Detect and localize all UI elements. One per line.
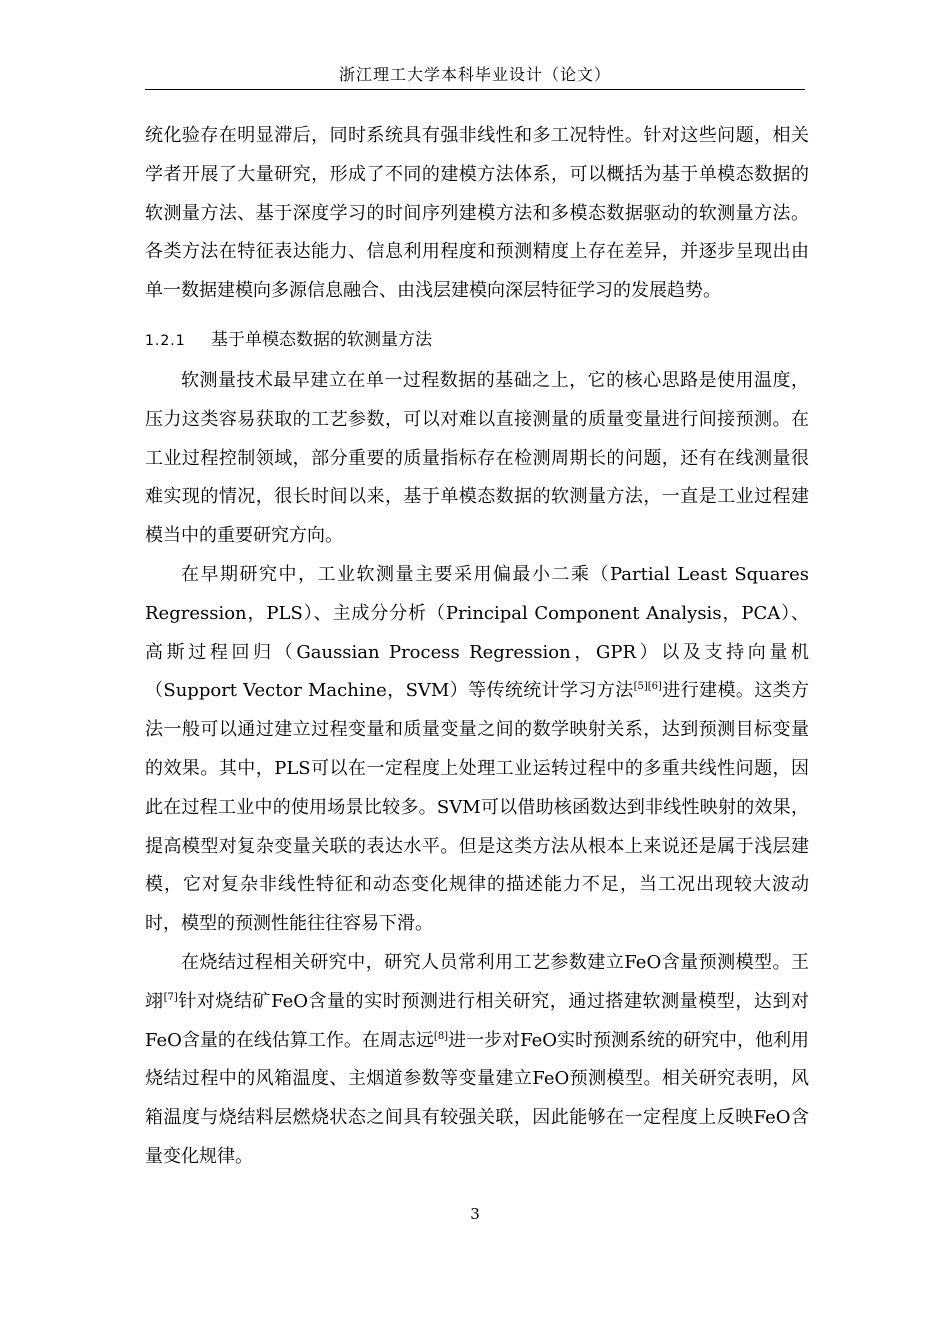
header-rule <box>145 89 805 90</box>
paragraph-text: 在烧结过程相关研究中，研究人员常利用工艺参数建立FeO含量预测模型。王翊 <box>145 951 809 1012</box>
paragraph-text: 进一步对FeO实时预测系统的研究中，他利用烧结过程中的风箱温度、主烟道参数等变量建立FeO预测模型。相关研究表明，风箱温度与烧结料层燃烧状态之间具有较强关联，因此能够在一定程度上反映FeO含量变化规律。 <box>145 1029 810 1167</box>
citation-reference[interactable]: [7] <box>163 991 178 1003</box>
paragraph-text: 针对烧结矿FeO含量的实时预测进行相关研究，通过搭建软测量模型，达到对FeO含量的在线估算工作。在周志远 <box>145 990 809 1051</box>
section-heading <box>145 323 809 357</box>
paragraph-text: 进行建模。这类方法一般可以通过建立过程变量和质量变量之间的数学映射关系，达到预测目标变量的效果。其中，PLS可以在一定程度上处理工业运转过程中的多重共线性问题，因此在过程工业中的使用场景比较多。SVM可以借助核函数达到非线性映射的效果，提高模型对复杂变量关联的表达水平。但是这类方法从根本上来说还是属于浅层建模，它对复杂非线性特征和动态变化规律的描述能力不足，当工况出现较大波动时，模型的预测性能往往容易下滑。 <box>145 680 809 935</box>
page-number: 3 <box>470 1205 480 1223</box>
citation-reference[interactable]: [5][6] <box>633 681 662 693</box>
section-number: 1.2.1 <box>145 332 186 349</box>
running-header: 浙江理工大学本科毕业设计（论文） <box>338 65 611 84</box>
citation-reference[interactable]: [8] <box>433 1030 449 1042</box>
paragraph-soft-sensor-origin: 软测量技术最早建立在单一过程数据的基础之上，它的核心思路是使用温度，压力这类容易获取的工艺参数，可以对难以直接测量的质量变量进行间接预测。在工业过程控制领域，部分重要的质量指标存在检测周期长的问题，还有在线测量很难实现的情况，很长时间以来，基于单模态数据的软测量方法，一直是工业过程建模当中的重要研究方向。 <box>145 369 809 547</box>
paragraph-text: 在早期研究中，工业软测量主要采用偏最小二乘（Partial Least Squares Regression，PLS）、主成分分析（Principal Component Analysis，PCA）、高斯过程回归（Gaussian Process Regression，GPR）以及支持向量机（Support Vector Machine，SVM）等传统统计学习方法 <box>145 563 809 702</box>
paragraph-intro-continuation: 统化验存在明显滞后，同时系统具有强非线性和多工况特性。针对这些问题，相关学者开展了大量研究，形成了不同的建模方法体系，可以概括为基于单模态数据的软测量方法、基于深度学习的时间序列建模方法和多模态数据驱动的软测量方法。各类方法在特征表达能力、信息利用程度和预测精度上存在差异，并逐步呈现出由单一数据建模向多源信息融合、由浅层建模向深层特征学习的发展趋势。 <box>145 125 809 302</box>
section-title: 基于单模态数据的软测量方法 <box>211 329 432 350</box>
paragraph-early-methods <box>145 556 809 944</box>
body-text <box>145 117 809 1177</box>
paragraph-sintering-research <box>145 944 809 1177</box>
